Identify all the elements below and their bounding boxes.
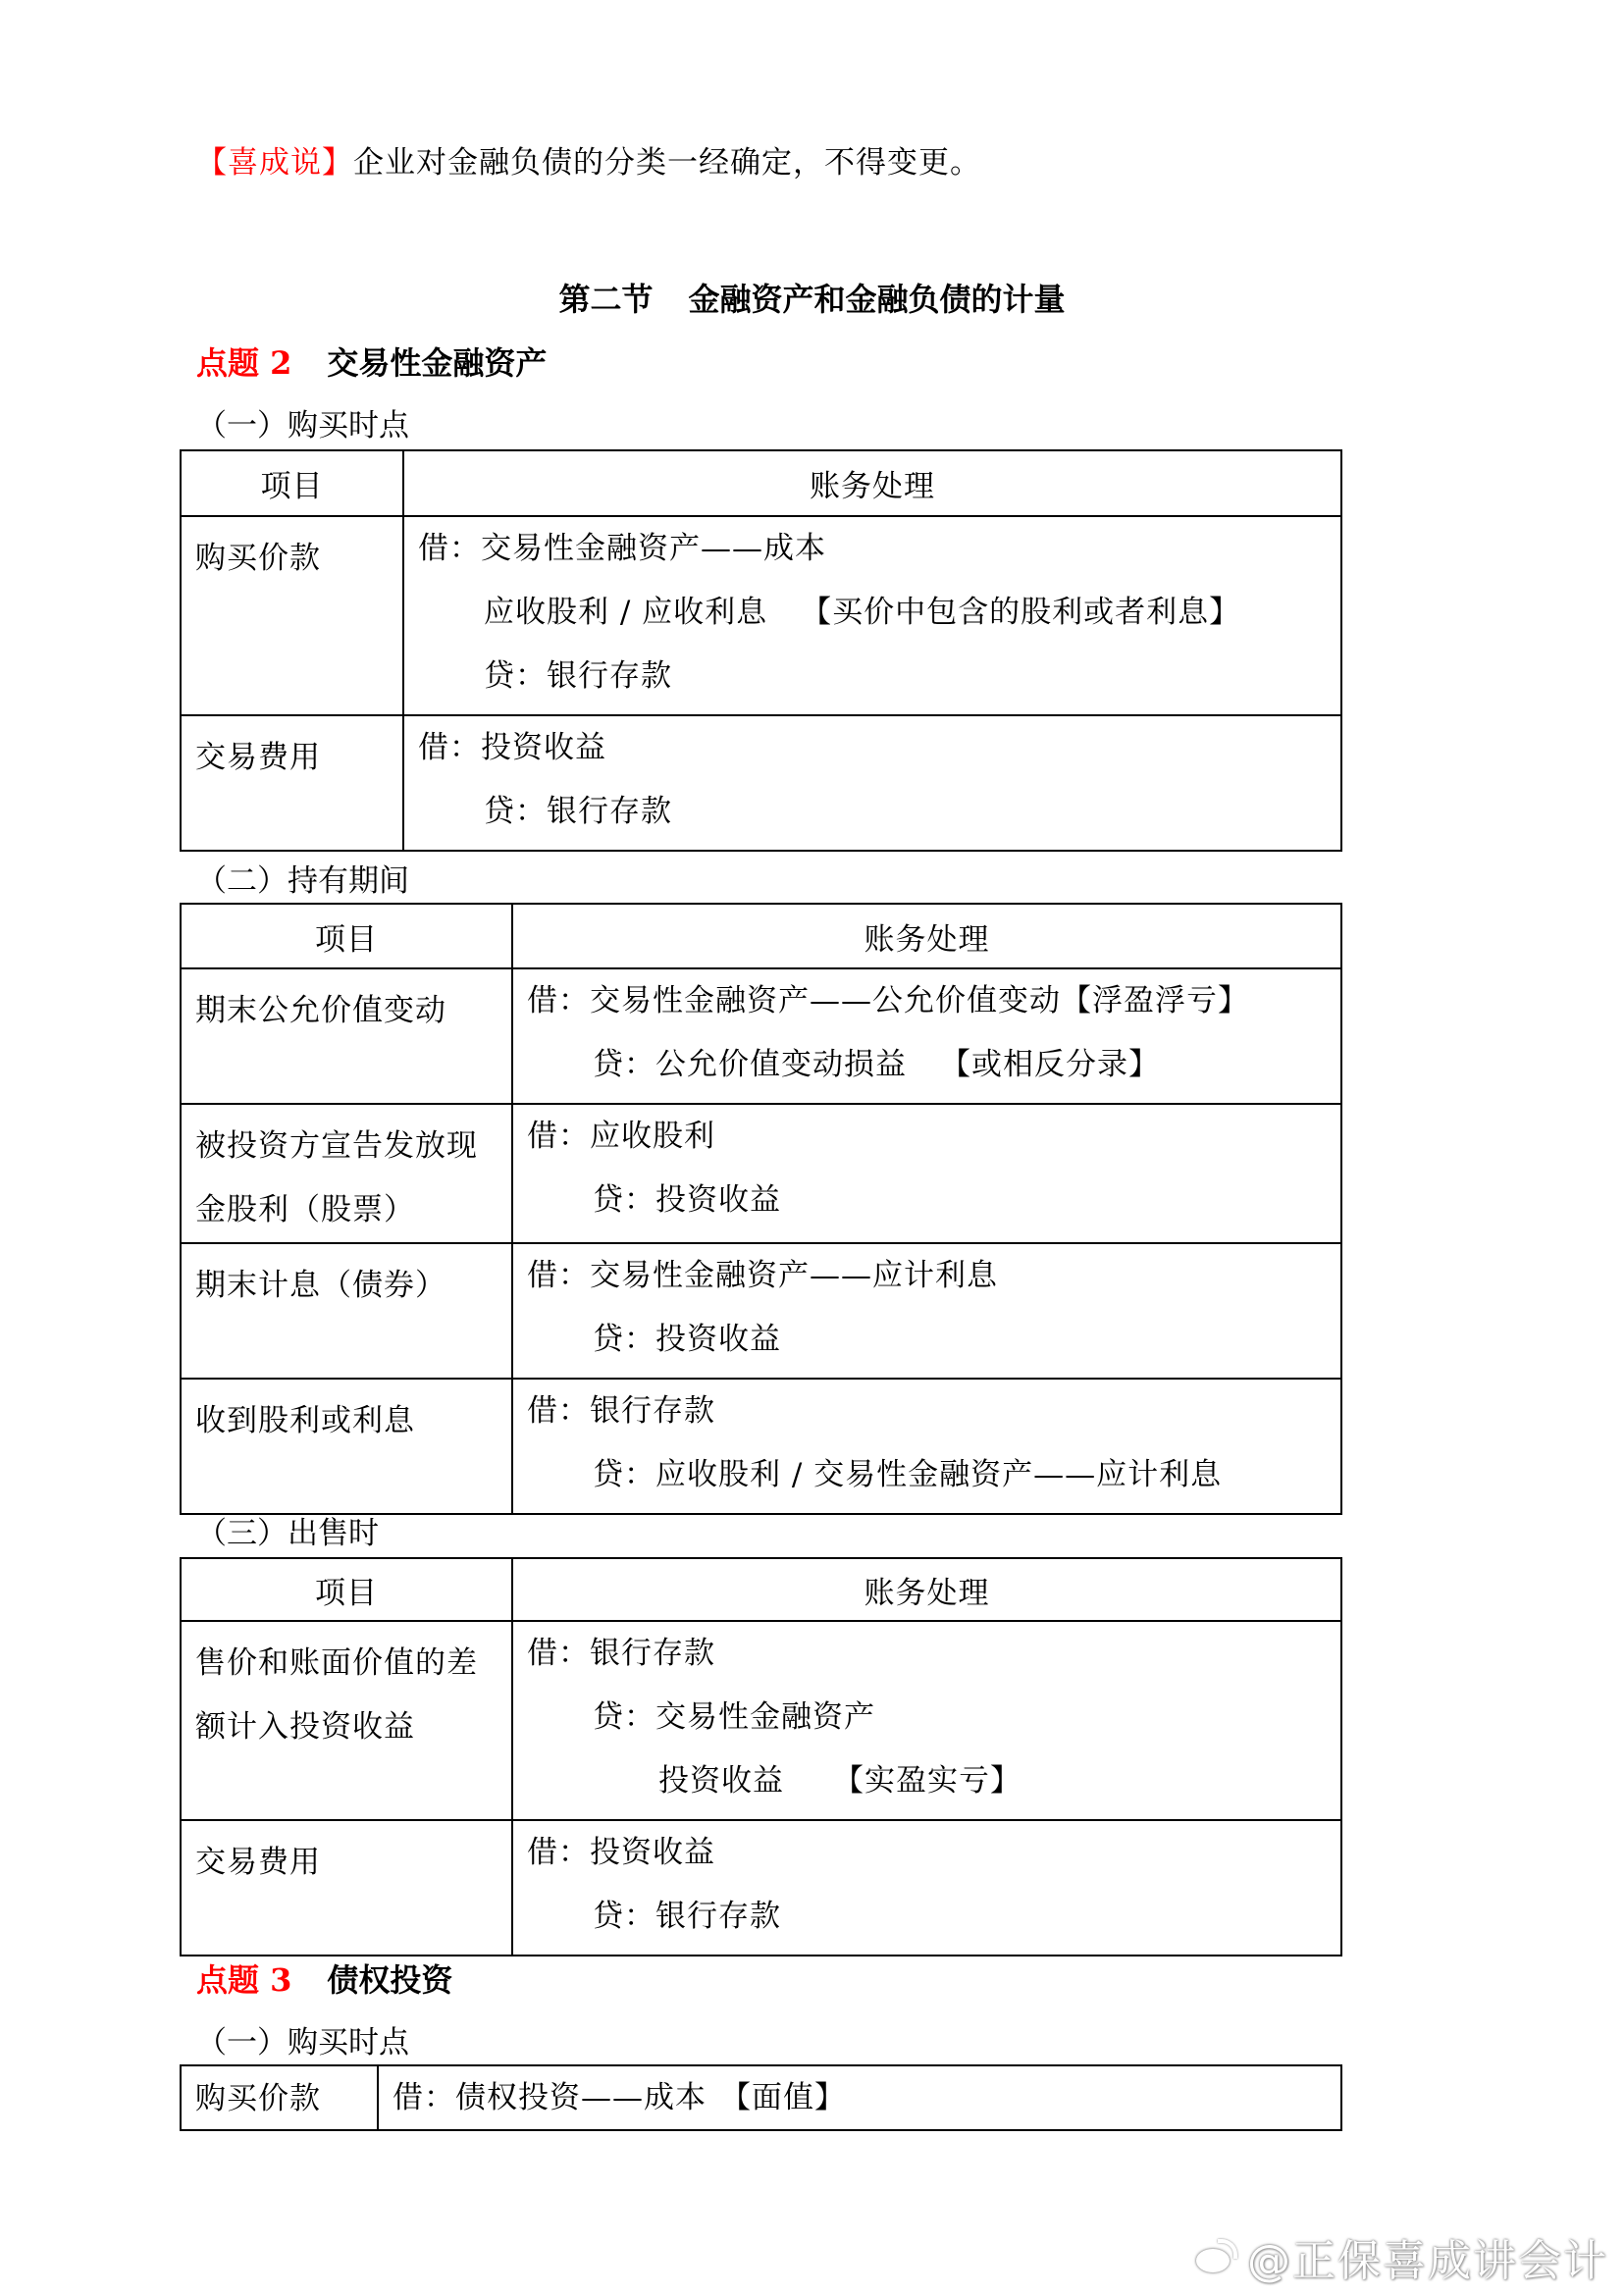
entry-line: 借：交易性金融资产——成本 — [418, 531, 826, 566]
topic-2-heading — [196, 339, 547, 384]
entry-line: 借：交易性金融资产——公允价值变动【浮盈浮亏】 — [527, 983, 1249, 1018]
entry-line: 借：投资收益 — [527, 1835, 715, 1870]
entry-line-text: 应收股利 / 应收利息 — [484, 595, 768, 630]
entry-line: 贷：应收股利 / 交易性金融资产——应计利息 — [593, 1457, 1223, 1492]
row-item: 交易费用 — [181, 1820, 512, 1956]
header-item: 项目 — [181, 450, 403, 516]
entry-line — [393, 2068, 1327, 2127]
header-entry: 账务处理 — [403, 450, 1341, 516]
entry-line: 贷：银行存款 — [593, 1899, 781, 1934]
header-item: 项目 — [181, 1558, 512, 1621]
table-row — [181, 1820, 1341, 1956]
header-entry: 账务处理 — [512, 904, 1341, 968]
entry-line: 贷：交易性金融资产 — [593, 1699, 875, 1735]
row-entry — [512, 1379, 1341, 1514]
entry-tag: 【实盈实亏】 — [833, 1763, 1022, 1799]
part-heading-bond-purchase: （一）购买时点 — [196, 2025, 409, 2060]
table-row — [181, 968, 1341, 1104]
table-row — [181, 516, 1341, 715]
table-row — [181, 715, 1341, 851]
table-sale — [180, 1557, 1342, 1956]
row-entry — [378, 2065, 1341, 2130]
row-item: 被投资方宣告发放现金股利（股票） — [181, 1104, 512, 1243]
topic-2-number: 点题 2 — [196, 344, 292, 382]
table-row — [181, 1379, 1341, 1514]
row-item: 期末计息（债券） — [181, 1243, 512, 1379]
weibo-watermark — [1194, 2225, 1608, 2288]
row-entry — [403, 715, 1341, 851]
table-row — [181, 2065, 1341, 2130]
row-entry — [403, 516, 1341, 715]
note-text: 企业对金融负债的分类一经确定，不得变更。 — [353, 145, 981, 181]
topic-2-title: 交易性金融资产 — [327, 344, 548, 382]
row-entry — [512, 1104, 1341, 1243]
entry-line-text: 借：债权投资——成本 — [393, 2080, 707, 2115]
entry-line — [418, 587, 1327, 651]
row-item: 购买价款 — [181, 516, 403, 715]
entry-tag: 【或相反分录】 — [940, 1047, 1160, 1082]
table-header-row — [181, 1558, 1341, 1621]
header-entry: 账务处理 — [512, 1558, 1341, 1621]
section-number: 第二节 — [558, 281, 654, 318]
entry-line: 贷：投资收益 — [593, 1182, 781, 1218]
row-entry — [512, 968, 1341, 1104]
header-item: 项目 — [181, 904, 512, 968]
entry-line: 借：银行存款 — [527, 1636, 715, 1671]
row-entry — [512, 1243, 1341, 1379]
part-heading-holding: （二）持有期间 — [196, 863, 409, 899]
table-header-row — [181, 450, 1341, 516]
entry-line — [527, 1755, 1327, 1819]
entry-line-text: 投资收益 — [658, 1763, 784, 1799]
entry-line: 借：银行存款 — [527, 1393, 715, 1429]
table-row — [181, 1104, 1341, 1243]
xichengshuo-note — [196, 143, 981, 183]
row-item: 期末公允价值变动 — [181, 968, 512, 1104]
note-label: 【喜成说】 — [196, 145, 353, 181]
entry-line — [527, 1039, 1327, 1103]
table-holding — [180, 903, 1342, 1515]
section-title — [0, 275, 1624, 320]
row-entry — [512, 1820, 1341, 1956]
row-entry — [512, 1621, 1341, 1820]
table-header-row — [181, 904, 1341, 968]
table-row — [181, 1243, 1341, 1379]
entry-line: 借：应收股利 — [527, 1119, 715, 1154]
entry-line: 借：交易性金融资产——应计利息 — [527, 1258, 998, 1293]
table-bond-purchase — [180, 2064, 1342, 2131]
entry-line: 贷：投资收益 — [593, 1322, 781, 1357]
row-item: 购买价款 — [181, 2065, 378, 2130]
entry-line: 贷：银行存款 — [484, 658, 672, 694]
entry-line: 贷：银行存款 — [484, 794, 672, 829]
entry-tag: 【面值】 — [720, 2080, 846, 2115]
entry-line-text: 贷：公允价值变动损益 — [593, 1047, 907, 1082]
entry-tag: 【买价中包含的股利或者利息】 — [801, 595, 1241, 630]
row-item: 售价和账面价值的差额计入投资收益 — [181, 1621, 512, 1820]
row-item: 交易费用 — [181, 715, 403, 851]
watermark-text: @正保喜成讲会计 — [1247, 2236, 1608, 2286]
topic-3-number: 点题 3 — [196, 1961, 292, 1999]
part-heading-sale: （三）出售时 — [196, 1516, 379, 1551]
row-item: 收到股利或利息 — [181, 1379, 512, 1514]
section-title-text: 金融资产和金融负债的计量 — [688, 281, 1066, 318]
table-row — [181, 1621, 1341, 1820]
part-heading-purchase: （一）购买时点 — [196, 408, 409, 443]
topic-3-title: 债权投资 — [327, 1961, 453, 1999]
table-purchase — [180, 449, 1342, 852]
entry-line: 借：投资收益 — [418, 730, 606, 765]
weibo-icon — [1194, 2239, 1237, 2274]
topic-3-heading — [196, 1956, 452, 2001]
